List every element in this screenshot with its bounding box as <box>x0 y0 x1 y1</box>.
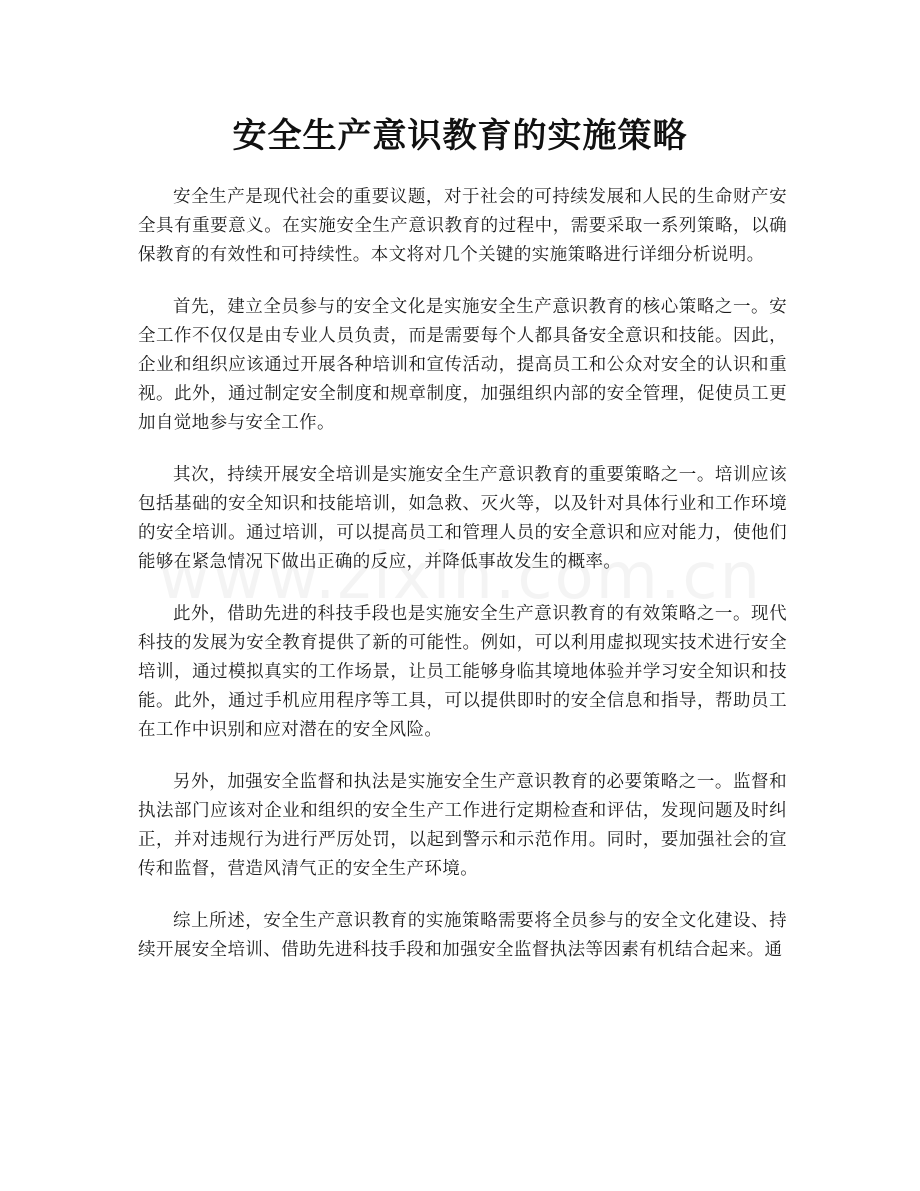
paragraph-technology: 此外，借助先进的科技手段也是实施安全生产意识教育的有效策略之一。现代科技的发展为安全教育提供了新的可能性。例如，可以利用虚拟现实技术进行安全培训，通过模拟真实的工作场景，让员工能够身临其境地体验并学习安全知识和技能。此外，通过手机应用程序等工具，可以提供即时的安全信息和指导，帮助员工在工作中识别和应对潜在的安全风险。 <box>138 604 787 740</box>
paragraph-safety-culture: 首先，建立全员参与的安全文化是实施安全生产意识教育的核心策略之一。安全工作不仅仅是由专业人员负责，而是需要每个人都具备安全意识和技能。因此，企业和组织应该通过开展各种培训和宣传活动，提高员工和公众对安全的认识和重视。此外，通过制定安全制度和规章制度，加强组织内部的安全管理，促使员工更加自觉地参与安全工作。 <box>138 297 787 433</box>
document-body <box>138 183 787 988</box>
paragraph-training: 其次，持续开展安全培训是实施安全生产意识教育的重要策略之一。培训应该包括基础的安全知识和技能培训，如急救、灭火等，以及针对具体行业和工作环境的安全培训。通过培训，可以提高员工和管理人员的安全意识和应对能力，使他们能够在紧急情况下做出正确的反应，并降低事故发生的概率。 <box>138 465 787 572</box>
page-title: 安全生产意识教育的实施策略 <box>232 116 688 156</box>
paragraph-intro: 安全生产是现代社会的重要议题，对于社会的可持续发展和人民的生命财产安全具有重要意义。在实施安全生产意识教育的过程中，需要采取一系列策略，以确保教育的有效性和可持续性。本文将对几个关键的实施策略进行详细分析说明。 <box>138 187 787 265</box>
paragraph-supervision: 另外，加强安全监督和执法是实施安全生产意识教育的必要策略之一。监督和执法部门应该对企业和组织的安全生产工作进行定期检查和评估，发现问题及时纠正，并对违规行为进行严厉处罚，以起到警示和示范作用。同时，要加强社会的宣传和监督，营造风清气正的安全生产环境。 <box>138 772 787 879</box>
paragraph-summary: 综上所述，安全生产意识教育的实施策略需要将全员参与的安全文化建设、持续开展安全培训、借助先进科技手段和加强安全监督执法等因素有机结合起来。通 <box>138 911 787 960</box>
